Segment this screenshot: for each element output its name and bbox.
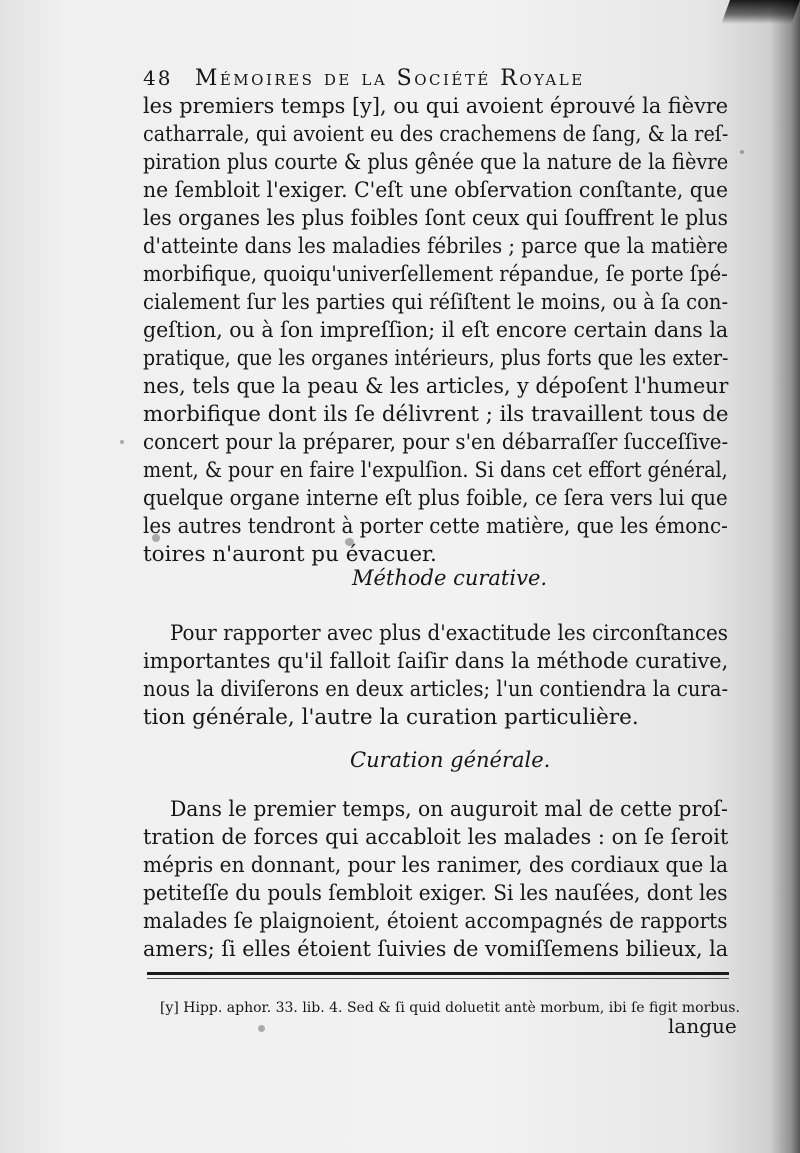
body-line: petiteſſe du pouls ſembloit exiger. Si les nauſées, dont les [143, 881, 728, 906]
body-line: nes, tels que la peau & les articles, y dépoſent l'humeur [143, 374, 729, 399]
footnote-rule [147, 972, 729, 975]
body-line: pratique, que les organes intérieurs, plus forts que les exter- [143, 346, 729, 371]
body-line: ment, & pour en faire l'expulſion. Si dans cet effort général, [143, 458, 728, 483]
body-line: mépris en donnant, pour les ranimer, des cordiaux que la [143, 853, 729, 878]
page-edge-shadow [770, 0, 800, 1153]
section-heading-methode: Méthode curative. [352, 566, 548, 590]
body-line: malades ſe plaignoient, étoient accompagnés de rapports [143, 909, 728, 934]
body-line: ne ſembloit l'exiger. C'eſt une obſervation conſtante, que [143, 178, 728, 203]
body-line: morbifique, quoiqu'univerſellement répandue, ſe porte ſpé- [143, 262, 728, 287]
body-line: d'atteinte dans les maladies fébriles ; parce que la matière [143, 234, 729, 259]
body-line: catharrale, qui avoient eu des crachemens de ſang, & la reſ- [143, 122, 729, 147]
body-line: cialement ſur les parties qui réſiſtent le moins, ou à ſa con- [143, 290, 729, 315]
body-line: piration plus courte & plus gênée que la nature de la fièvre [143, 150, 729, 175]
body-line: Dans le premier temps, on auguroit mal de cette proſ- [170, 797, 728, 822]
catchword: langue [668, 1014, 737, 1038]
scan-speck [152, 534, 160, 542]
footnote-rule-thin [147, 978, 729, 979]
body-line: tration de forces qui accabloit les malades : on ſe ſeroit [143, 825, 729, 850]
section-heading-curation: Curation générale. [350, 748, 551, 772]
body-line: quelque organe interne eſt plus foible, ce ſera vers lui que [143, 486, 728, 511]
scan-speck [120, 440, 124, 444]
scan-speck [258, 1025, 265, 1032]
body-line: importantes qu'il falloit ſaiſir dans la méthode curative, [143, 649, 729, 674]
scan-speck [345, 538, 354, 546]
body-line: nous la diviſerons en deux articles; l'un contiendra la cura- [143, 677, 729, 702]
body-line: amers; ſi elles étoient ſuivies de vomiſſemens bilieux, la [143, 937, 729, 962]
body-line: geſtion, ou à ſon impreſſion; il eſt encore certain dans la [143, 318, 729, 343]
body-line: tion générale, l'autre la curation particulière. [143, 705, 639, 730]
body-line: les autres tendront à porter cette matière, que les émonc- [143, 514, 728, 539]
body-line: morbifique dont ils ſe délivrent ; ils travaillent tous de [143, 402, 729, 427]
body-line: les premiers temps [y], ou qui avoient éprouvé la fièvre [143, 94, 729, 119]
body-line: Pour rapporter avec plus d'exactitude les circonſtances [170, 621, 728, 646]
body-line: toires n'auront pu évacuer. [143, 542, 437, 567]
scan-speck [740, 150, 744, 154]
body-line: concert pour la préparer, pour s'en débarraſſer ſucceſſive- [143, 430, 729, 455]
running-title: Mémoires de la Société Royale [194, 66, 585, 91]
body-line: les organes les plus foibles ſont ceux qui ſouffrent le plus [143, 206, 728, 231]
page-number: 48 [143, 66, 173, 90]
page-header [143, 66, 683, 96]
footnote: [y] Hipp. aphor. 33. lib. 4. Sed & ſi quid doluetit antè morbum, ibi ſe figit morbus. [160, 1000, 740, 1016]
